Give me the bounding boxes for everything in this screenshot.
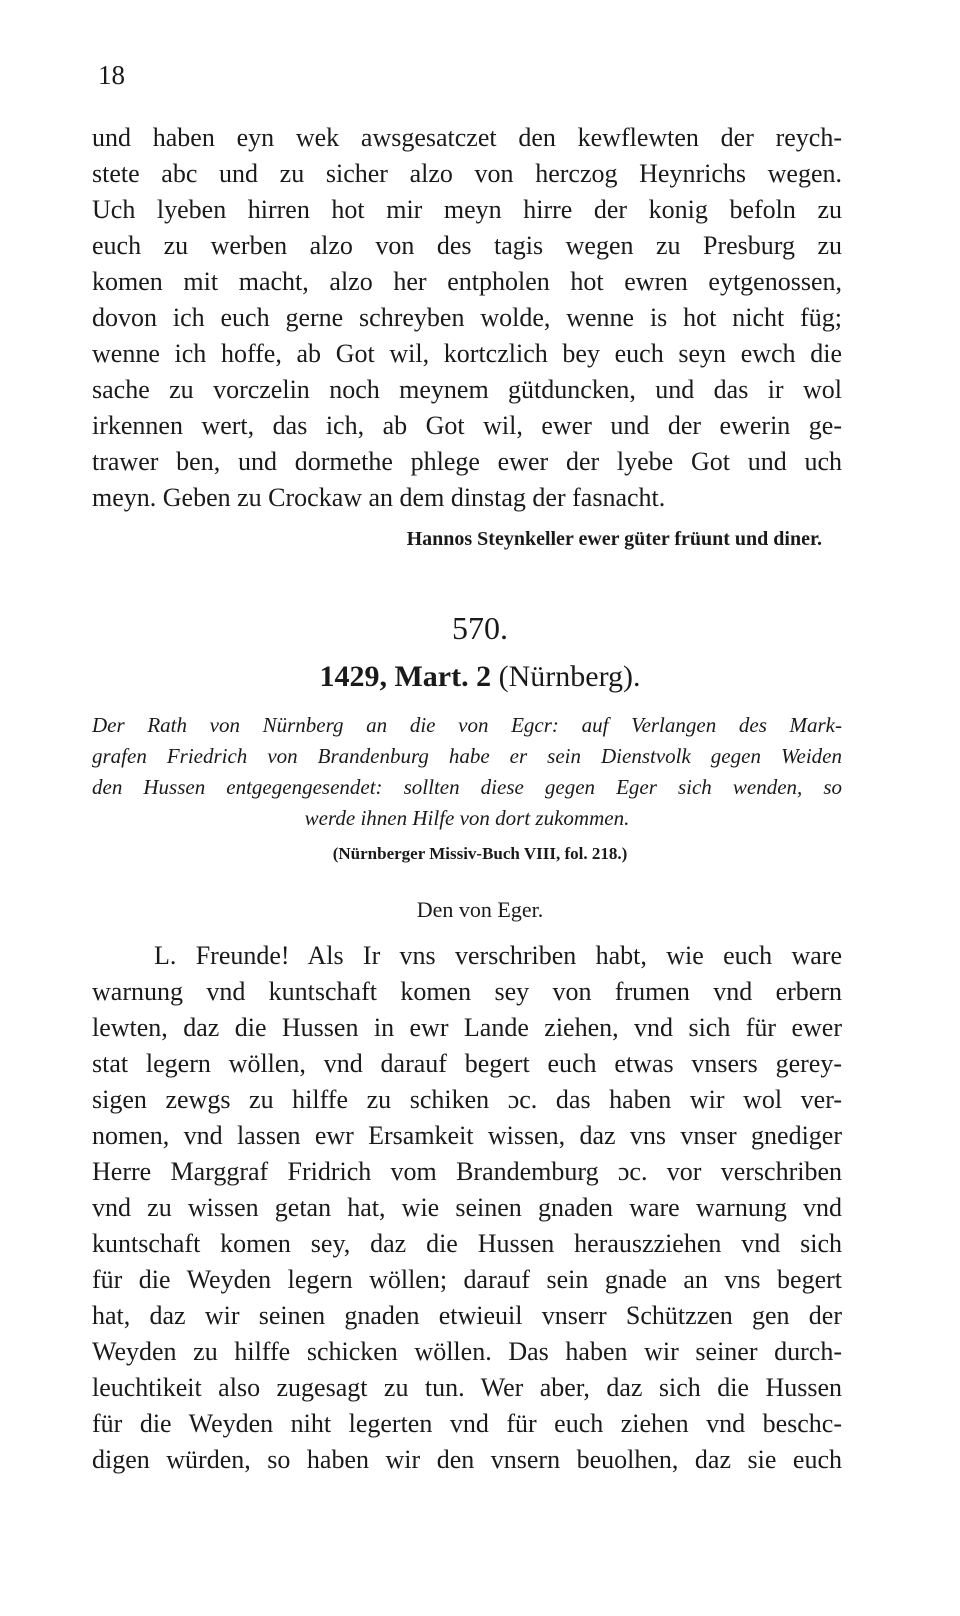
body-line: lewten, daz die Hussen in ewr Lande ziehen, vnd sich für ewer <box>92 1013 842 1042</box>
body-line: hat, daz wir seinen gnaden etwieuil vnserr Schützzen gen der <box>92 1301 842 1330</box>
text-line: komen mit macht, alzo her entpholen hot ewren eytgenossen, <box>92 267 842 296</box>
text-line: stete abc und zu sicher alzo von herczog Heynrichs wegen. <box>92 159 842 188</box>
body-line: Herre Marggraf Fridrich vom Brandemburg ɔc. vor verschriben <box>92 1157 842 1186</box>
document-date <box>0 660 960 694</box>
text-line: dovon ich euch gerne schreyben wolde, wenne is hot nicht füg; <box>92 303 842 332</box>
text-line: trawer ben, und dormethe phlege ewer der lyebe Got und uch <box>92 447 842 476</box>
text-line: irkennen wert, das ich, ab Got wil, ewer und der ewerin ge- <box>92 411 842 440</box>
source-reference: (Nürnberger Missiv-Buch VIII, fol. 218.) <box>332 844 628 863</box>
document-date-bold: 1429, Mart. 2 <box>319 660 492 693</box>
page-number: 18 <box>98 60 125 90</box>
body-line: nomen, vnd lassen ewr Ersamkeit wissen, daz vns vnser gnediger <box>92 1121 842 1150</box>
body-line: warnung vnd kuntschaft komen sey von frumen vnd erbern <box>92 977 842 1006</box>
body-line: kuntschaft komen sey, daz die Hussen herauszziehen vnd sich <box>92 1229 842 1258</box>
document-date-place: (Nürnberg). <box>498 660 641 693</box>
body-line: für die Weyden legern wöllen; darauf sein gnade an vns begert <box>92 1265 842 1294</box>
body-line: L. Freunde! Als Ir vns verschriben habt, wie euch ware <box>154 941 842 970</box>
body-line: digen würden, so haben wir den vnsern beuolhen, daz sie euch <box>92 1445 842 1474</box>
text-line: meyn. Geben zu Crockaw an dem dinstag der fasnacht. <box>92 483 666 512</box>
body-line: leuchtikeit also zugesagt zu tun. Wer aber, daz sich die Hussen <box>92 1373 842 1402</box>
summary-line: grafen Friedrich von Brandenburg habe er sein Dienstvolk gegen Weiden <box>92 744 842 768</box>
document-number: 570. <box>452 610 508 646</box>
body-line: für die Weyden niht legerten vnd für euch ziehen vnd beschc- <box>92 1409 842 1438</box>
signature: Hannos Steynkeller ewer güter früunt und diner. <box>406 528 822 550</box>
summary-line: Der Rath von Nürnberg an die von Egcr: auf Verlangen des Mark- <box>92 713 842 737</box>
text-line: euch zu werben alzo von des tagis wegen zu Presburg zu <box>92 231 842 260</box>
body-line: vnd zu wissen getan hat, wie seinen gnaden ware warnung vnd <box>92 1193 842 1222</box>
address-line: Den von Eger. <box>416 897 544 922</box>
text-line: Uch lyeben hirren hot mir meyn hirre der konig befoln zu <box>92 195 842 224</box>
summary-line: den Hussen entgegengesendet: sollten diese gegen Eger sich wenden, so <box>92 775 842 799</box>
body-line: Weyden zu hilffe schicken wöllen. Das haben wir seiner durch- <box>92 1337 842 1366</box>
text-line: wenne ich hoffe, ab Got wil, kortczlich bey euch seyn ewch die <box>92 339 842 368</box>
body-line: stat legern wöllen, vnd darauf begert euch etwas vnsers gerey- <box>92 1049 842 1078</box>
body-line: sigen zewgs zu hilffe zu schiken ɔc. das haben wir wol ver- <box>92 1085 842 1114</box>
summary-line: werde ihnen Hilfe von dort zukommen. <box>304 806 630 830</box>
text-line: sache zu vorczelin noch meynem gütduncken, und das ir wol <box>92 375 842 404</box>
text-line: und haben eyn wek awsgesatczet den kewflewten der reych- <box>92 123 842 152</box>
